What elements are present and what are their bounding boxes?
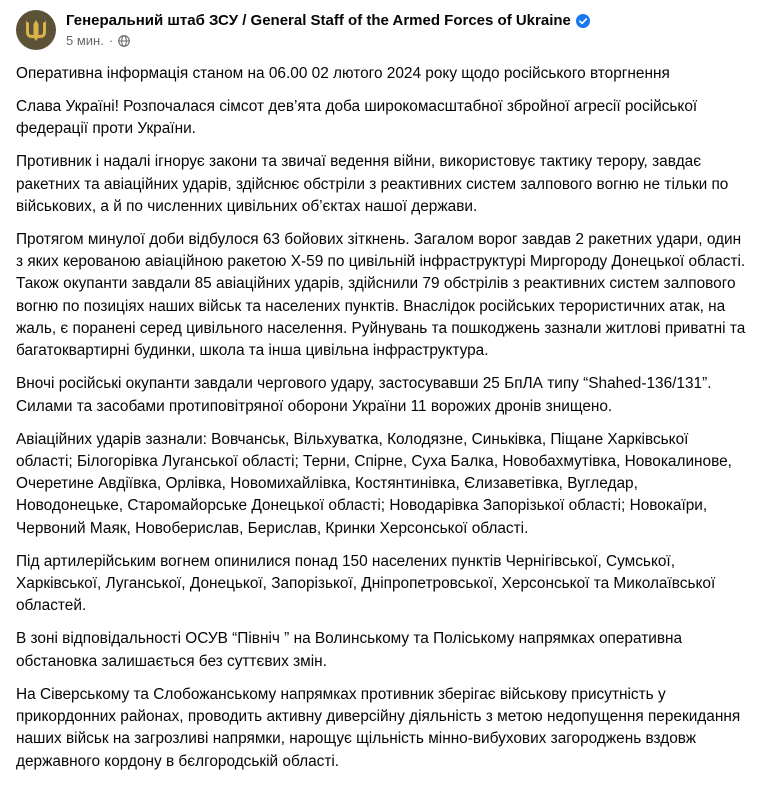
paragraph-greeting: Слава Україні! Розпочалася сімсот дев’ята доба широкомасштабної збройної агресії російської федерації проти України.: [16, 97, 698, 138]
header-text: [66, 11, 590, 50]
post-header: [16, 8, 590, 52]
paragraph-terror-tactics: Противник і надалі ігнорує закони та звичаї ведення війни, використовує тактику терору, завдає ракетних та авіаційних ударів, здійснює обстріли з реактивних систем залпового вогню не тільки по військових, а й по численних цивільних об’єктах нашої держави.: [16, 153, 729, 215]
post-timestamp[interactable]: 5 мин.: [66, 32, 104, 48]
verified-badge-icon: [576, 14, 590, 28]
paragraph-air-strikes: Авіаційних ударів зазнали: Вовчанськ, Вільхуватка, Колодязне, Синьківка, Піщане Харківської області; Білогорівка Луганської області; Терни, Спірне, Суха Балка, Новобахмутівка, Новокалинове, Очеретине Авдіївка, Орлівка, Новомихайлівка, Костянтинівка, Єлизаветівка, Вугледар, Новодонецьке, Старомайорське Донецької області; Новодарівка Запорізької області; Новокаїри, Червоний Маяк, Новоберислав, Берислав, Кринки Херсонської області.: [16, 430, 732, 537]
trident-emblem-icon: [23, 17, 49, 43]
paragraph-artillery: Під артилерійським вогнем опинилися понад 150 населених пунктів Чернігівської, Сумської, Харківської, Луганської, Донецької, Запорізької, Дніпропетровської, Херсонської та Миколаївської областей.: [16, 552, 716, 615]
paragraph-title: Оперативна інформація станом на 06.00 02 лютого 2024 року щодо російського вторгнення: [16, 65, 670, 82]
page-name-row: [66, 11, 590, 31]
page-name-link[interactable]: Генеральний штаб ЗСУ / General Staff of the Armed Forces of Ukraine: [66, 11, 571, 29]
meta-separator: ·: [108, 32, 114, 48]
post-meta: [66, 32, 590, 50]
paragraph-combat-summary: Протягом минулої доби відбулося 63 бойових зіткнень. Загалом ворог завдав 2 ракетних удари, один з яких керованою авіаційною ракетою Х-59 по цивільній інфраструктурі Миргороду Донецької області. Також окупанти завдали 85 авіаційних ударів, здійснили 79 обстрілів з реактивних систем залпового вогню по позиціях наших військ та населених пунктів. Внаслідок російських терористичних атак, на жаль, є поранені серед цивільного населення. Руйнувань та пошкоджень зазнали житлові приватні та багатоквартирні будинки, школа та інша цивільна інфраструктура.: [16, 230, 746, 360]
paragraph-north-zone: В зоні відповідальності ОСУВ “Північ ” на Волинському та Поліському напрямках оперативна обстановка залишається без суттєвих змін.: [16, 630, 683, 670]
paragraph-drone-attack: Вночі російські окупанти завдали чергового удару, застосувавши 25 БпЛА типу “Shahed-136/131”. Силами та засобами протиповітряної оборони України 11 ворожих дронів знищено.: [16, 375, 712, 415]
paragraph-border-directions: На Сіверському та Слобожанському напрямках противник зберігає військову присутність у прикордонних районах, проводить активну диверсійну діяльність з метою недопущення перекидання наших військ на загрозливі напрямки, нарощує щільність мінно-вибухових загороджень вздовж державного кордону в бєлгородській області.: [16, 685, 741, 770]
page-avatar[interactable]: [16, 10, 56, 50]
globe-icon[interactable]: [118, 35, 130, 47]
post-text: [16, 63, 748, 784]
